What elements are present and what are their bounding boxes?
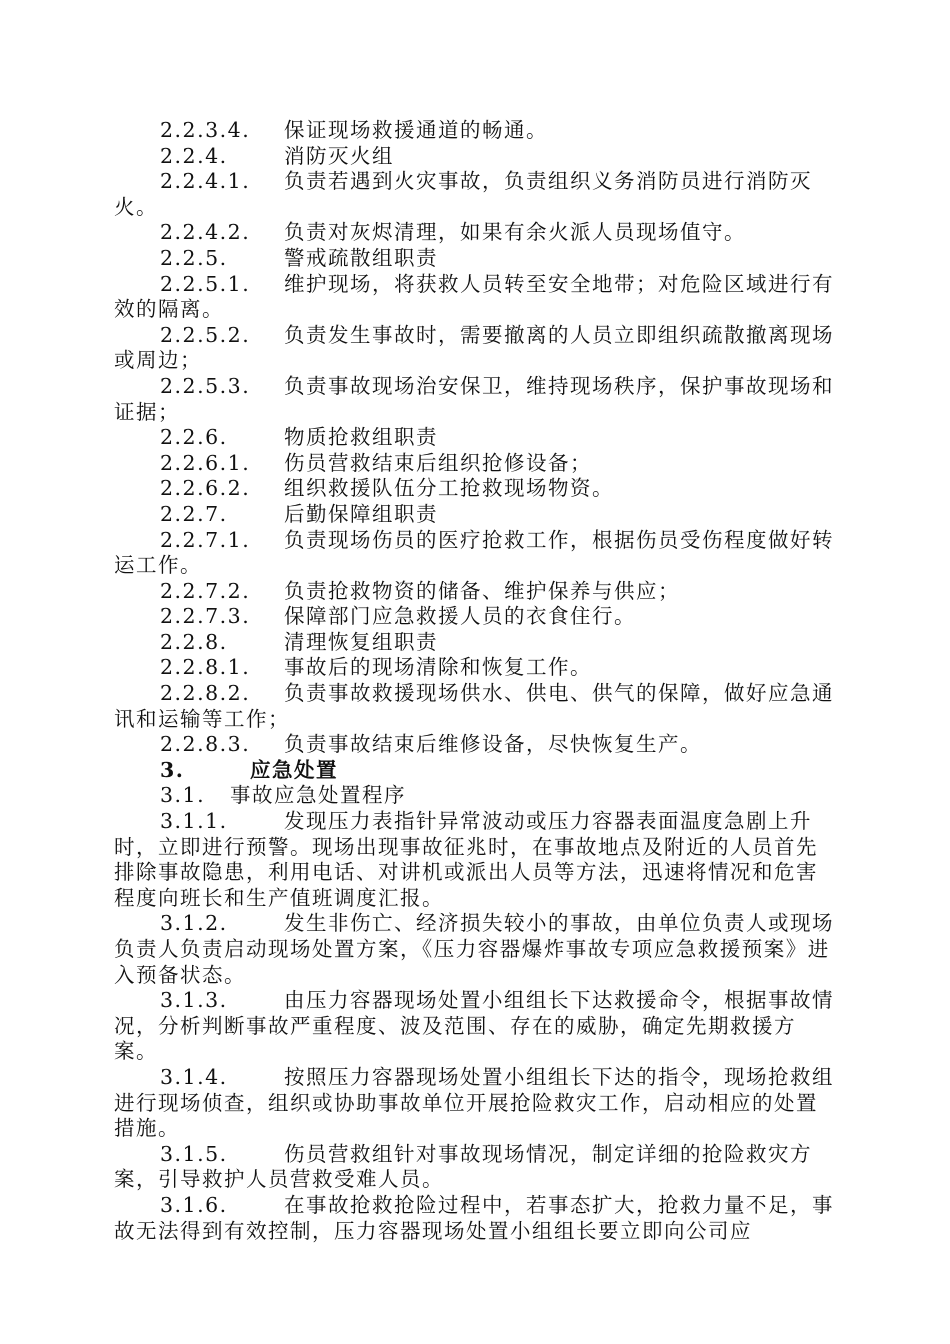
item-number: 2.2.3.4. [160,118,251,142]
item-text: 事故后的现场清除和恢复工作。 [284,655,592,680]
list-item [114,579,838,605]
item-number: 2.2.6.2. [160,476,251,501]
item-number: 2.2.5.2. [160,322,251,347]
list-item [114,528,838,579]
subsection-title: 事故应急处置程序 [230,783,406,808]
item-text: 由压力容器现场处置小组组长下达救援命令，根据事故情况，分析判断事故严重程度、波及范围、存在的威胁，确定先期救援方案。 [114,988,834,1064]
item-text: 警戒疏散组职责 [284,245,438,270]
item-text: 后勤保障组职责 [284,501,438,526]
item-text: 伤员营救结束后组织抢修设备； [284,450,592,475]
item-text: 伤员营救组针对事故现场情况，制定详细的抢险救灾方案，引导救护人员营救受难人员。 [114,1141,812,1192]
list-item [114,476,838,502]
list-item [114,988,838,1065]
item-number: 3.1.3. [160,988,228,1013]
item-text: 负责现场伤员的医疗抢救工作，根据伤员受伤程度做好转运工作。 [114,527,834,578]
section-2-list [114,118,838,758]
item-number: 2.2.8.2. [160,681,251,706]
item-number: 2.2.8. [160,629,228,654]
document-page [114,118,838,1244]
item-number: 2.2.7.1. [160,527,251,552]
subsection-number: 3.1. [160,783,206,808]
list-item [114,1065,838,1142]
item-number: 2.2.5. [160,245,228,270]
item-text: 发生非伤亡、经济损失较小的事故，由单位负责人或现场负责人负责启动现场处置方案，《压力容器爆炸事故专项应急救援预案》进入预备状态。 [114,911,834,987]
item-text: 负责若遇到火灾事故，负责组织义务消防员进行消防灭火。 [114,169,812,219]
item-text: 负责发生事故时，需要撤离的人员立即组织疏散撤离现场或周边； [114,322,834,373]
item-text: 发现压力表指针异常波动或压力容器表面温度急剧上升时，立即进行预警。现场出现事故征兆时，在事故地点及附近的人员首先排除事故隐患，利用电话、对讲机或派出人员等方法，迅速将情况和危害程度向班长和生产值班调度汇报。 [114,809,818,910]
list-item [114,1193,838,1244]
item-number: 2.2.4. [160,143,228,168]
item-text: 保证现场救援通道的畅通。 [284,118,548,142]
list-item [114,118,838,144]
item-number: 2.2.7.2. [160,578,251,603]
list-item [114,374,838,425]
list-item [114,220,838,246]
list-item [114,630,838,656]
item-number: 3.1.1. [160,809,228,834]
item-number: 2.2.6.1. [160,450,251,475]
item-number: 3.1.6. [160,1192,228,1217]
item-number: 2.2.6. [160,425,228,450]
item-number: 3.1.4. [160,1064,228,1089]
list-item [114,604,838,630]
item-text: 保障部门应急救援人员的衣食住行。 [284,604,636,629]
item-number: 2.2.5.1. [160,271,251,296]
item-text: 物质抢救组职责 [284,425,438,450]
list-item [114,502,838,528]
item-text: 按照压力容器现场处置小组组长下达的指令，现场抢救组进行现场侦查，组织或协助事故单位开展抢险救灾工作，启动相应的处置措施。 [114,1064,834,1141]
item-number: 3.1.5. [160,1141,228,1166]
item-number: 2.2.5.3. [160,373,251,398]
list-item [114,323,838,374]
item-text: 负责对灰烬清理，如果有余火派人员现场值守。 [284,220,746,245]
list-item [114,809,838,911]
item-number: 2.2.7. [160,501,228,526]
list-item [114,425,838,451]
item-number: 2.2.8.1. [160,655,251,680]
item-number: 2.2.4.1. [160,169,251,194]
item-number: 2.2.8.3. [160,732,251,757]
list-item [114,1142,838,1193]
list-item [114,451,838,477]
section-title: 应急处置 [250,757,338,782]
item-text: 负责事故现场治安保卫，维持现场秩序，保护事故现场和证据； [114,373,834,424]
item-text: 清理恢复组职责 [284,629,438,654]
item-text: 组织救援队伍分工抢救现场物资。 [284,476,614,501]
item-text: 负责抢救物资的储备、维护保养与供应； [284,578,680,603]
section-3-list [114,809,838,1244]
list-item [114,732,838,758]
item-text: 负责事故救援现场供水、供电、供气的保障，做好应急通讯和运输等工作； [114,681,834,731]
item-text: 维护现场，将获救人员转至安全地带；对危险区域进行有效的隔离。 [114,271,834,322]
item-text: 消防灭火组 [284,143,394,168]
section-heading [114,758,838,784]
list-item [114,246,838,272]
item-number: 2.2.7.3. [160,604,251,629]
list-item [114,272,838,323]
item-number: 2.2.4.2. [160,220,251,245]
list-item [114,911,838,988]
item-text: 在事故抢救抢险过程中，若事态扩大，抢救力量不足，事故无法得到有效控制，压力容器现场处置小组组长要立即向公司应 [114,1192,834,1243]
list-item [114,655,838,681]
item-number: 3.1.2. [160,911,228,936]
list-item [114,681,838,732]
list-item [114,169,838,220]
section-number: 3. [160,757,185,782]
list-item [114,144,838,170]
item-text: 负责事故结束后维修设备，尽快恢复生产。 [284,732,702,757]
subsection-heading [114,783,838,809]
